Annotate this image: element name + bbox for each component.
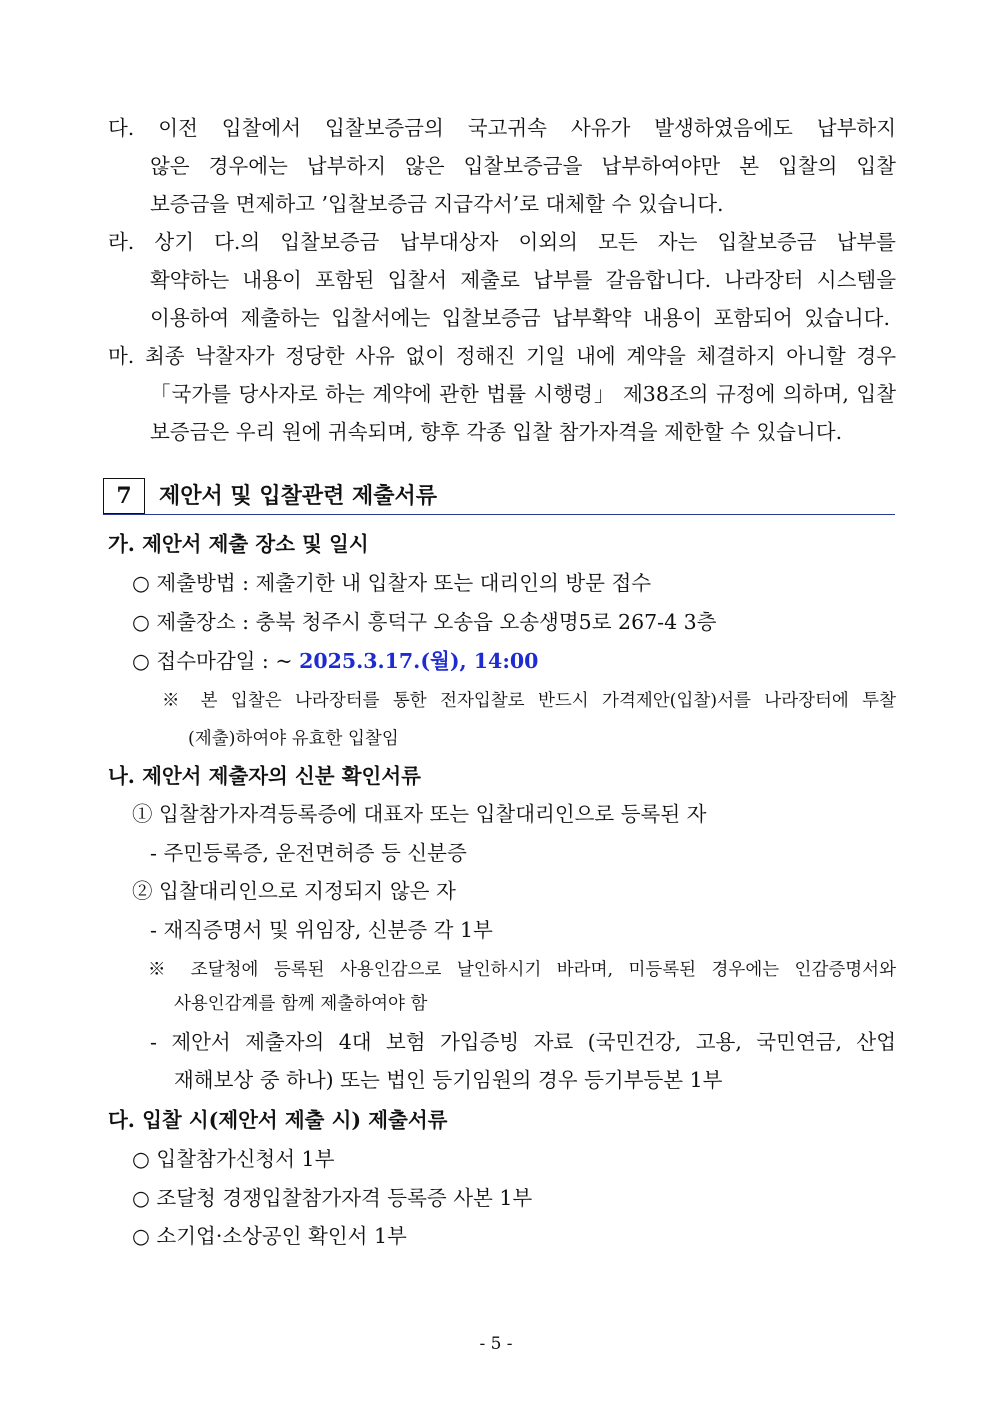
para-ma-line-2: 「국가를 당사자로 하는 계약에 관한 법률 시행령」 제38조의 규정에 의하며, 입찰 [150,382,896,406]
para-ra-line-2: 확약하는 내용이 포함된 입찰서 제출로 납부를 갈음합니다. 나라장터 시스템을 [150,268,896,292]
submit-deadline [132,647,538,675]
doc-item-1: ○ 입찰참가신청서 1부 [132,1147,335,1171]
para-da-line-1: 다. 이전 입찰에서 입찰보증금의 국고귀속 사유가 발생하였음에도 납부하지 [108,116,896,140]
id-item-1: ① 입찰참가자격등록증에 대표자 또는 입찰대리인으로 등록된 자 [132,802,707,826]
para-da-line-3: 보증금을 면제하고 ’입찰보증금 지급각서’로 대체할 수 있습니다. [150,192,724,216]
deadline-label: ○ 접수마감일 : ~ [132,649,300,673]
id-item-2: ② 입찰대리인으로 지정되지 않은 자 [132,879,456,903]
section-7-header [103,478,895,515]
section-title: 제안서 및 입찰관련 제출서류 [159,483,438,509]
sub-na-note-line-2: 사용인감계를 함께 제출하여야 함 [174,994,428,1014]
sub-ga-note-line-2: (제출)하여야 유효한 입찰임 [188,729,399,749]
para-ra-line-3: 이용하여 제출하는 입찰서에는 입찰보증금 납부확약 내용이 포함되어 있습니다. [150,306,890,330]
doc-item-2: ○ 조달청 경쟁입찰참가자격 등록증 사본 1부 [132,1186,533,1210]
sub-da-heading: 다. 입찰 시(제안서 제출 시) 제출서류 [108,1108,448,1132]
deadline-value: 2025.3.17.(월), 14:00 [299,649,539,673]
sub-ga-note-line-1: ※ 본 입찰은 나라장터를 통한 전자입찰로 반드시 가격제안(입찰)서를 나라장터에 투찰 [162,691,896,711]
para-ma-line-1: 마. 최종 낙찰자가 정당한 사유 없이 정해진 기일 내에 계약을 체결하지 아니할 경우 [108,344,896,368]
sub-ga-heading: 가. 제안서 제출 장소 및 일시 [108,532,369,556]
insurance-line-1: - 제안서 제출자의 4대 보험 가입증빙 자료 (국민건강, 고용, 국민연금, 산업 [150,1030,896,1054]
page-number: - 5 - [479,1334,513,1354]
para-da-line-2: 않은 경우에는 납부하지 않은 입찰보증금을 납부하여야만 본 입찰의 입찰 [150,154,896,178]
sub-na-heading: 나. 제안서 제출자의 신분 확인서류 [108,764,421,788]
id-item-2-sub: - 재직증명서 및 위임장, 신분증 각 1부 [150,918,493,942]
submit-method: ○ 제출방법 : 제출기한 내 입찰자 또는 대리인의 방문 접수 [132,571,652,595]
submit-place: ○ 제출장소 : 충북 청주시 흥덕구 오송읍 오송생명5로 267-4 3층 [132,610,717,634]
para-ma-line-3: 보증금은 우리 원에 귀속되며, 향후 각종 입찰 참가자격을 제한할 수 있습니다. [150,420,843,444]
section-number: 7 [103,478,145,514]
para-ra-line-1: 라. 상기 다.의 입찰보증금 납부대상자 이외의 모든 자는 입찰보증금 납부를 [108,230,896,254]
insurance-line-2: 재해보상 중 하나) 또는 법인 등기임원의 경우 등기부등본 1부 [174,1068,723,1092]
sub-na-note-line-1: ※ 조달청에 등록된 사용인감으로 날인하시기 바라며, 미등록된 경우에는 인감증명서와 [148,960,896,980]
doc-item-3: ○ 소기업·소상공인 확인서 1부 [132,1224,407,1248]
id-item-1-sub: - 주민등록증, 운전면허증 등 신분증 [150,841,467,865]
